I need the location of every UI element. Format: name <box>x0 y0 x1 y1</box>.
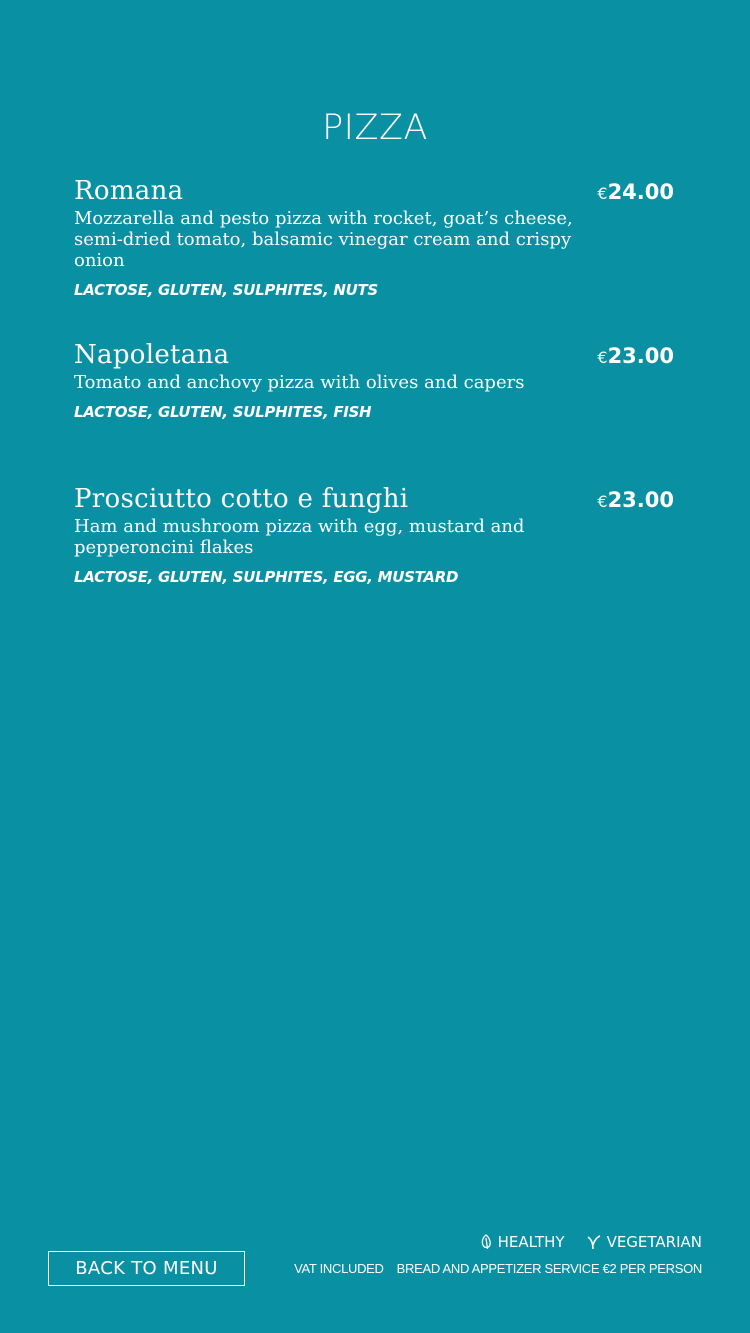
legend-healthy-label: HEALTHY <box>497 1233 565 1251</box>
currency-symbol: € <box>597 184 608 203</box>
item-name: Prosciutto cotto e funghi <box>74 484 409 514</box>
item-price <box>597 180 674 206</box>
legend-vegetarian <box>587 1232 702 1252</box>
item-allergens: LACTOSE, GLUTEN, SULPHITES, NUTS <box>74 281 378 299</box>
item-description: Tomato and anchovy pizza with olives and capers <box>74 372 525 393</box>
price-value: 23.00 <box>607 488 674 512</box>
item-allergens: LACTOSE, GLUTEN, SULPHITES, FISH <box>74 403 372 421</box>
service-note: BREAD AND APPETIZER SERVICE €2 PER PERSON <box>396 1261 702 1276</box>
item-description: Mozzarella and pesto pizza with rocket, goat’s cheese, semi-dried tomato, balsamic vinegar cream and crispy onion <box>74 208 573 271</box>
price-value: 23.00 <box>607 344 674 368</box>
currency-symbol: € <box>597 492 608 511</box>
item-price <box>597 344 674 370</box>
page-title: PIZZA <box>322 108 428 148</box>
item-description: Ham and mushroom pizza with egg, mustard and pepperoncini flakes <box>74 516 525 558</box>
back-to-menu-button[interactable]: BACK TO MENU <box>48 1251 245 1286</box>
dietary-legend <box>458 1232 702 1252</box>
price-value: 24.00 <box>607 180 674 204</box>
leaf-icon <box>480 1234 492 1250</box>
menu-item <box>74 484 684 586</box>
vat-note: VAT INCLUDED <box>294 1261 384 1276</box>
item-name: Romana <box>74 176 184 206</box>
legend-vegetarian-label: VEGETARIAN <box>606 1233 702 1251</box>
legend-healthy <box>480 1232 565 1252</box>
footer-notes <box>294 1261 702 1277</box>
item-price <box>597 488 674 514</box>
item-name: Napoletana <box>74 340 230 370</box>
menu-item <box>74 176 684 299</box>
item-allergens: LACTOSE, GLUTEN, SULPHITES, EGG, MUSTARD <box>74 568 459 586</box>
menu-item <box>74 340 684 421</box>
currency-symbol: € <box>597 348 608 367</box>
sprout-icon <box>587 1234 601 1250</box>
